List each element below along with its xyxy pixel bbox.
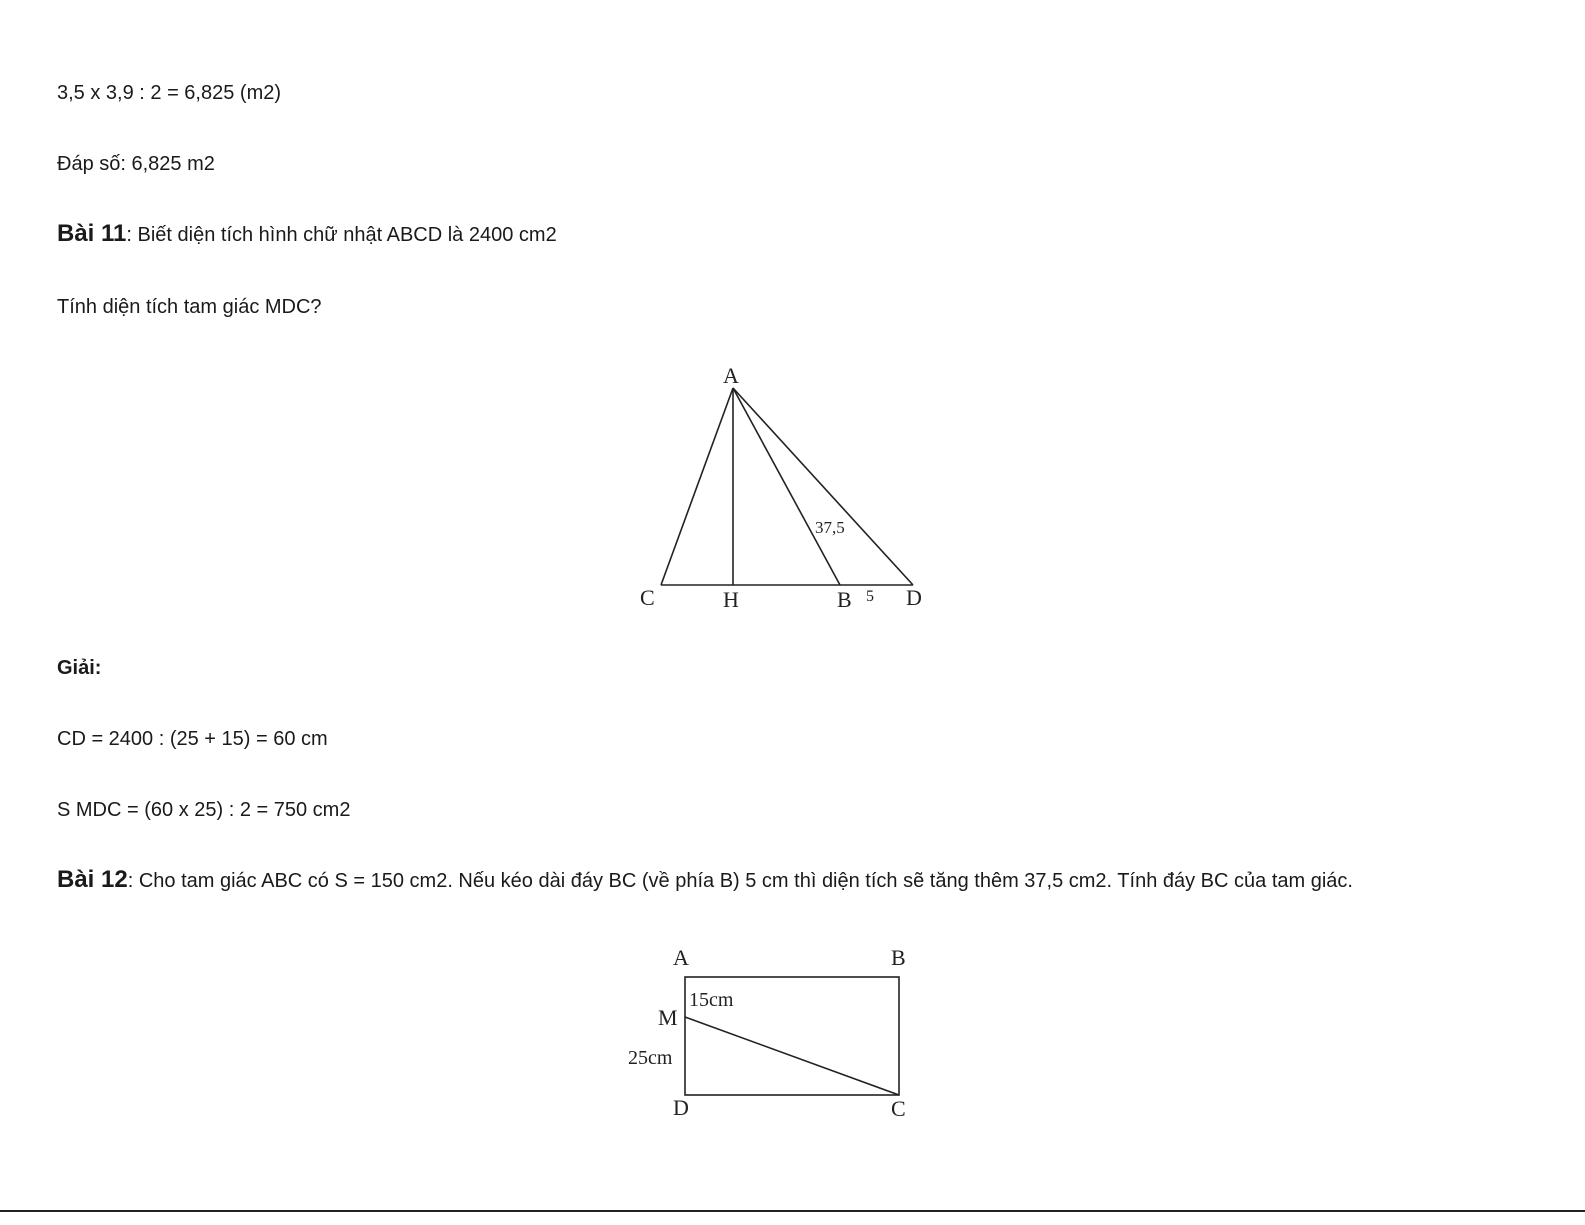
segment-mc <box>685 1017 899 1095</box>
problem-11-question: Tính diện tích tam giác MDC? <box>57 296 322 318</box>
label-h: H <box>723 587 739 612</box>
problem-12-heading <box>57 868 1353 893</box>
problem-11-label: Bài 11 <box>57 220 127 247</box>
problem-11-heading <box>57 222 557 247</box>
segment-ad <box>733 388 913 585</box>
calc-area-line: 3,5 x 3,9 : 2 = 6,825 (m2) <box>57 82 282 104</box>
label-c: C <box>640 585 655 610</box>
answer-line: Đáp số: 6,825 m2 <box>57 153 215 175</box>
label-d: D <box>906 585 922 610</box>
segment-ac <box>661 388 733 585</box>
label-b: B <box>837 587 852 612</box>
label-md: 25cm <box>628 1047 673 1069</box>
label-d: D <box>673 1095 689 1120</box>
solution-smdc-line: S MDC = (60 x 25) : 2 = 750 cm2 <box>57 799 351 821</box>
rectangle-figure <box>620 940 930 1135</box>
triangle-figure <box>630 355 960 630</box>
problem-12-text: : Cho tam giác ABC có S = 150 cm2. Nếu kéo dài đáy BC (về phía B) 5 cm thì diện tích sẽ tăng thêm 37,5 cm2. Tính đáy BC của tam giác. <box>127 870 1353 892</box>
label-m: M <box>658 1005 678 1030</box>
solution-label: Giải: <box>57 657 102 679</box>
problem-11-text: : Biết diện tích hình chữ nhật ABCD là 2400 cm2 <box>126 224 557 246</box>
label-a: A <box>723 363 739 388</box>
label-c: C <box>891 1096 906 1121</box>
label-a: A <box>673 945 689 970</box>
problem-12-label: Bài 12 <box>57 866 128 893</box>
label-seg-bd: 5 <box>866 588 874 605</box>
label-b: B <box>891 945 906 970</box>
label-am: 15cm <box>689 989 734 1011</box>
label-area-abd: 37,5 <box>815 518 845 537</box>
solution-cd-line: CD = 2400 : (25 + 15) = 60 cm <box>57 728 328 750</box>
bottom-rule <box>0 1210 1585 1212</box>
